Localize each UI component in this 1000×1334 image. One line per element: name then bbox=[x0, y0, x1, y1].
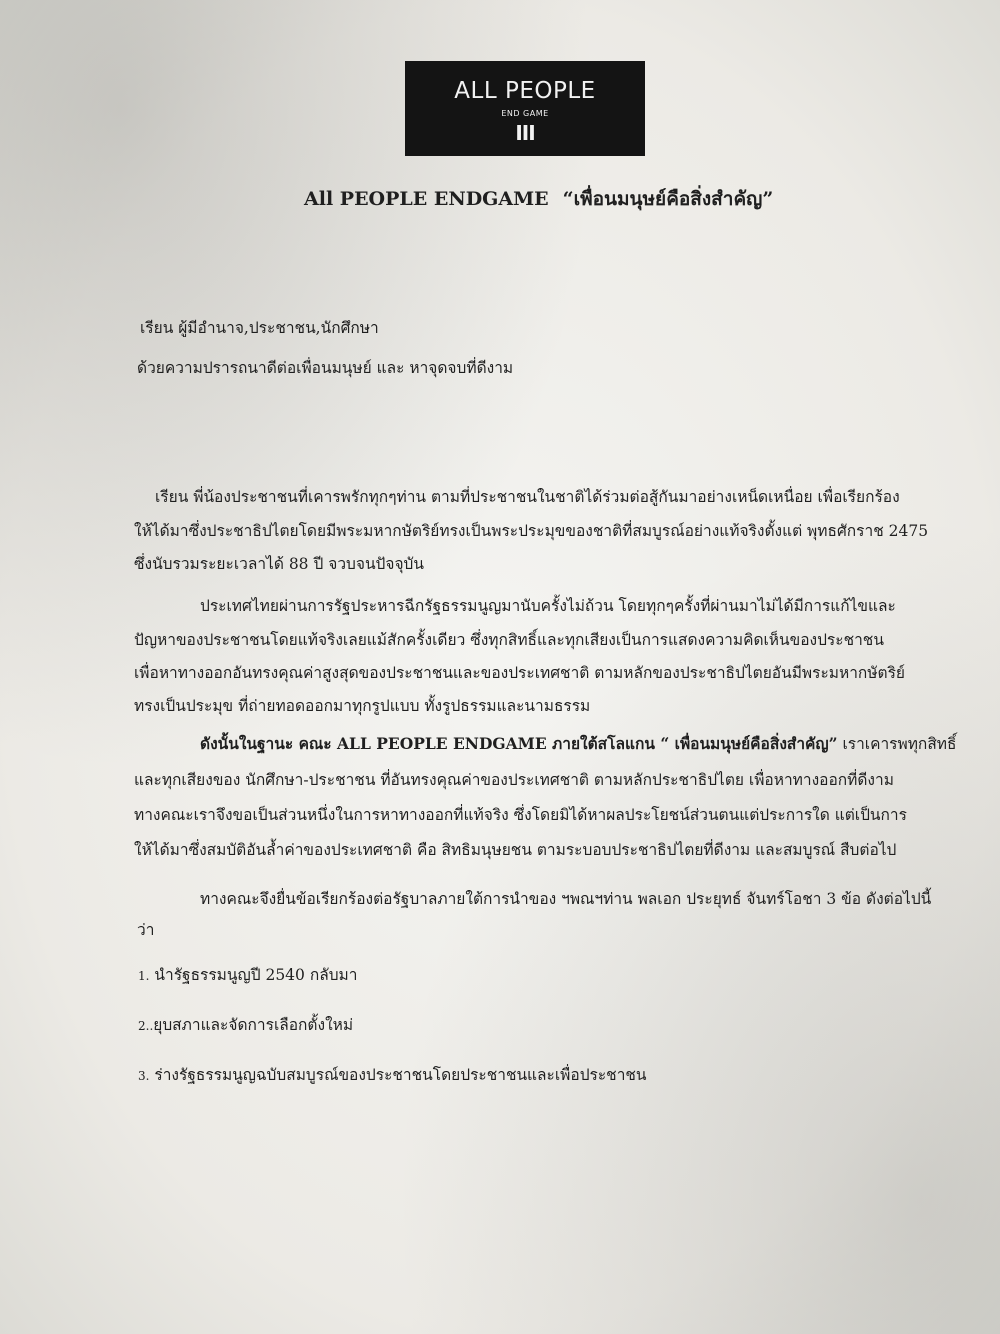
paragraph-3-line-3: ทางคณะเราจึงขอเป็นส่วนหนึ่งในการหาทางออกที่แท้จริง ซึ่งโดยมิได้หาผลประโยชน์ส่วนตนแต่ประการใด แต่เป็นการ bbox=[134, 806, 907, 824]
paragraph-2-line-2: ปัญหาของประชาชนโดยแท้จริงเลยแม้สักครั้งเดียว ซึ่งทุกสิทธิ์และทุกเสียงเป็นการแสดงความคิดเห็นของประชาชน bbox=[134, 631, 884, 649]
demand-item bbox=[138, 1062, 647, 1087]
logo-sub-text: END GAME bbox=[501, 109, 549, 118]
paragraph-3-line-4: ให้ได้มาซึ่งสมบัติอันล้ำค่าของประเทศชาติ คือ สิทธิมนุษยชน ตามระบอบประชาธิปไตยที่ดีงาม และสมบูรณ์ สืบต่อไป bbox=[134, 841, 897, 859]
demand-text: ร่างรัฐธรรมนูญฉบับสมบูรณ์ของประชาชนโดยประชาชนและเพื่อประชาชน bbox=[154, 1066, 647, 1084]
paragraph-3-line-1 bbox=[200, 731, 956, 756]
title-english: All PEOPLE ENDGAME bbox=[304, 188, 549, 210]
all-people-endgame-logo bbox=[405, 61, 645, 156]
paragraph-4-line-1: ทางคณะจึงยื่นข้อเรียกร้องต่อรัฐบาลภายใต้การนำของ ฯพณฯท่าน พลเอก ประยุทธ์ จันทร์โอชา 3 ข้อ ดังต่อไปนี้ bbox=[200, 890, 932, 908]
paragraph-2-line-1: ประเทศไทยผ่านการรัฐประหารฉีกรัฐธรรมนูญมานับครั้งไม่ถ้วน โดยทุกๆครั้งที่ผ่านมาไม่ได้มีการแก้ไขและ bbox=[200, 597, 896, 615]
paragraph-1-line-2: ให้ได้มาซึ่งประชาธิปไตยโดยมีพระมหากษัตริย์ทรงเป็นพระประมุขของชาติที่สมบูรณ์อย่างแท้จริงตั้งแต่ พุทธศักราช 2475 bbox=[134, 522, 929, 540]
document-title bbox=[304, 184, 773, 214]
paragraph-2-line-3: เพื่อหาทางออกอันทรงคุณค่าสูงสุดของประชาชนและของประเทศชาติ ตามหลักของประชาธิปไตยอันมีพระมหากษัตริย์ bbox=[134, 664, 905, 682]
paragraph-1-line-3: ซึ่งนับรวมระยะเวลาได้ 88 ปี จวบจนปัจจุบัน bbox=[134, 555, 424, 573]
demand-item bbox=[138, 962, 357, 987]
paragraph-1-line-1: เรียน พี่น้องประชาชนที่เคารพรักทุกๆท่าน ตามที่ประชาชนในชาติได้ร่วมต่อสู้กันมาอย่างเหน็ดเหนื่อย เพื่อเรียกร้อง bbox=[155, 488, 900, 506]
demand-number: 3. bbox=[138, 1069, 150, 1083]
logo-mark: III bbox=[515, 121, 535, 145]
paragraph-4-line-2: ว่า bbox=[137, 921, 155, 939]
paragraph-2-line-4: ทรงเป็นประมุข ที่ถ่ายทอดออกมาทุกรูปแบบ ทั้งรูปธรรมและนามธรรม bbox=[134, 697, 591, 715]
salutation-line-1: เรียน ผู้มีอำนาจ,ประชาชน,นักศึกษา bbox=[140, 319, 379, 337]
paragraph-3-line-2: และทุกเสียงของ นักศึกษา-ประชาชน ที่อันทรงคุณค่าของประเทศชาติ ตามหลักประชาธิปไตย เพื่อหาทางออกที่ดีงาม bbox=[134, 771, 894, 789]
logo-main-text: ALL PEOPLE bbox=[454, 78, 596, 104]
demand-item bbox=[138, 1012, 353, 1037]
title-thai-slogan: “เพื่อนมนุษย์คือสิ่งสำคัญ” bbox=[562, 188, 774, 210]
demand-number: 1. bbox=[138, 969, 150, 983]
paragraph-3-lead: ดังนั้นในฐานะ คณะ ALL PEOPLE ENDGAME ภายใต้สโลแกน “ เพื่อนมนุษย์คือสิ่งสำคัญ” bbox=[200, 734, 838, 753]
demand-text: ยุบสภาและจัดการเลือกตั้งใหม่ bbox=[153, 1016, 354, 1034]
demand-text: นำรัฐธรรมนูญปี 2540 กลับมา bbox=[154, 966, 358, 984]
salutation-line-2: ด้วยความปรารถนาดีต่อเพื่อนมนุษย์ และ หาจุดจบที่ดีงาม bbox=[137, 359, 514, 377]
paragraph-3-line-1-rest: เราเคารพทุกสิทธิ์ bbox=[837, 735, 957, 753]
demand-number: 2.. bbox=[138, 1019, 154, 1033]
